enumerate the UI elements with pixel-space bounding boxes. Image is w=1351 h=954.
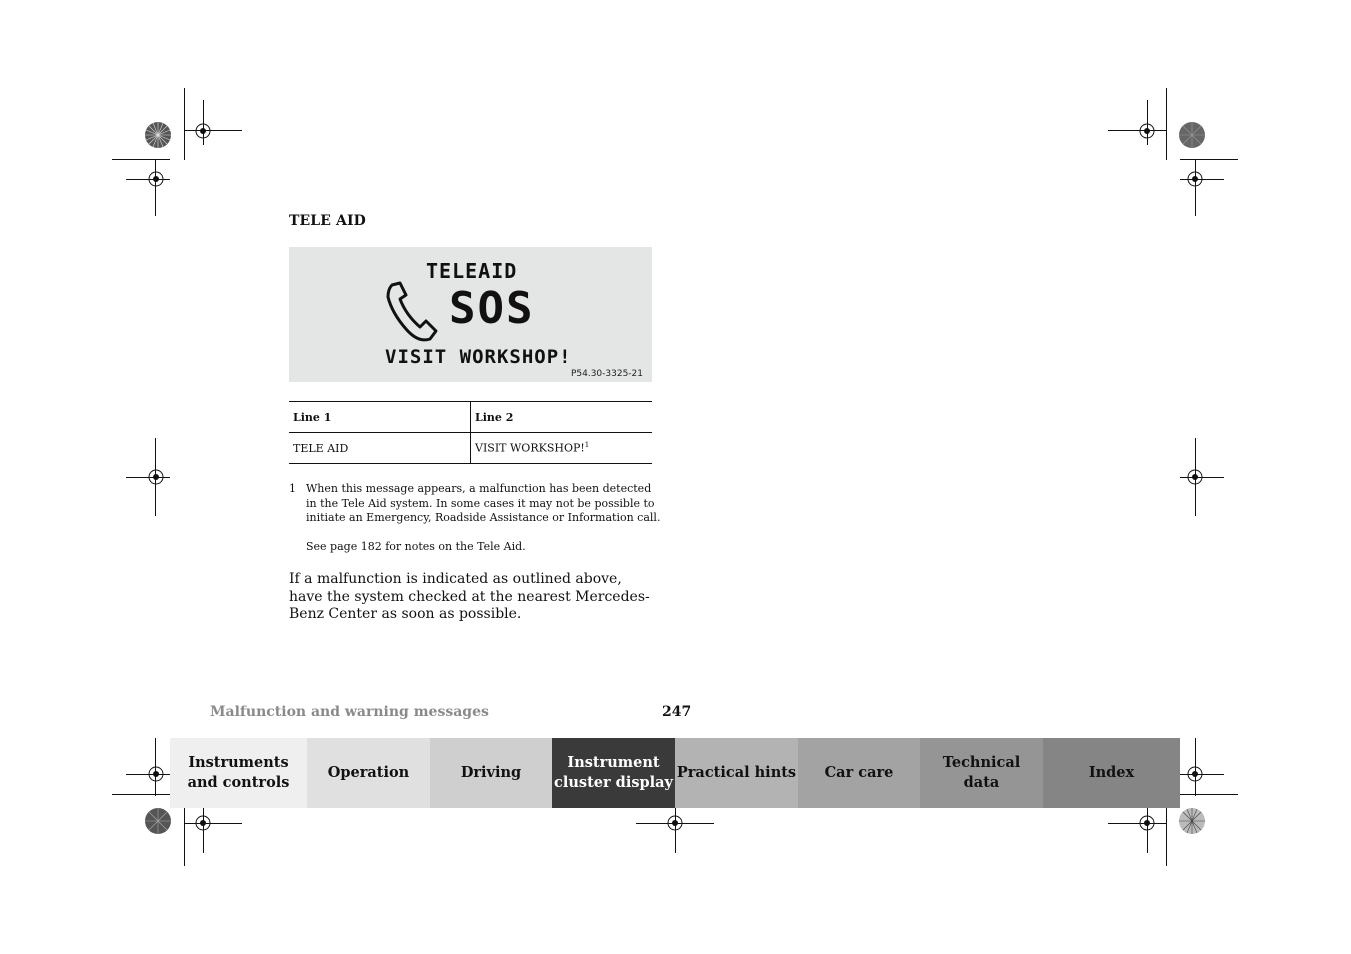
table-header-line2: Line 2 xyxy=(471,402,653,433)
figure-reference: P54.30-3325-21 xyxy=(570,369,643,379)
registration-rosette-icon xyxy=(143,120,173,150)
table-cell-line2-text: VISIT WORKSHOP! xyxy=(475,441,585,455)
tab-car-care[interactable]: Car care xyxy=(798,738,920,808)
tab-operation[interactable]: Operation xyxy=(307,738,430,808)
registration-rosette-icon xyxy=(1177,806,1207,836)
footnote-reference: 1 xyxy=(584,441,590,450)
body-paragraph: If a malfunction is indicated as outlined above, have the system checked at the nearest Mercedes-Benz Center as soon as possible. xyxy=(289,571,650,622)
table-header-line1: Line 1 xyxy=(289,402,471,433)
footnote-text: When this message appears, a malfunction has been detected in the Tele Aid system. In some cases it may not be possible to initiate an Emergency, Roadside Assistance or Information call. xyxy=(306,482,661,524)
cluster-display-illustration xyxy=(289,247,652,382)
tab-instruments-and-controls[interactable]: Instruments and controls xyxy=(170,738,307,808)
chapter-label: Malfunction and warning messages xyxy=(210,704,489,720)
registration-rosette-icon xyxy=(1177,120,1207,150)
section-title: TELE AID xyxy=(289,213,366,229)
display-line1: TELEAID xyxy=(426,259,518,283)
table-header-row xyxy=(289,402,652,433)
footnote-number: 1 xyxy=(289,482,296,495)
display-sos: SOS xyxy=(449,283,535,334)
tab-instrument-cluster-display[interactable]: Instrument cluster display xyxy=(552,738,675,808)
table-row xyxy=(289,433,652,464)
footnote-see-also: See page 182 for notes on the Tele Aid. xyxy=(306,540,526,553)
chapter-tab-bar xyxy=(170,738,1180,808)
message-table xyxy=(289,401,652,464)
tab-practical-hints[interactable]: Practical hints xyxy=(675,738,798,808)
table-cell-line1: TELE AID xyxy=(289,433,471,464)
telephone-handset-icon xyxy=(384,281,442,345)
tab-index[interactable]: Index xyxy=(1043,738,1180,808)
page-number: 247 xyxy=(662,704,692,720)
tab-driving[interactable]: Driving xyxy=(430,738,552,808)
registration-rosette-icon xyxy=(143,806,173,836)
tab-technical-data[interactable]: Technical data xyxy=(920,738,1043,808)
display-line3: VISIT WORKSHOP! xyxy=(385,346,572,368)
table-cell-line2 xyxy=(471,433,653,464)
